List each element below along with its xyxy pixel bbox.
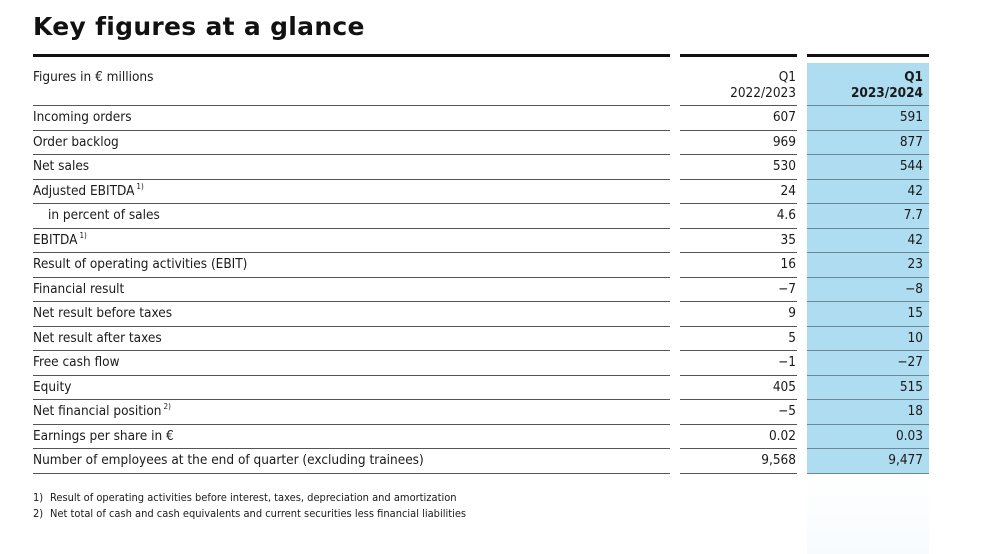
row-label-text: Order backlog (33, 133, 119, 150)
column-header-prev-quarter: Q1 (778, 69, 796, 85)
row-label (33, 305, 172, 321)
value-prev-quarter: 35 (780, 231, 796, 248)
value-curr-quarter: 15 (907, 305, 923, 321)
row-label (33, 452, 424, 468)
table-row (0, 424, 1000, 448)
footnote-text: Net total of cash and cash equivalents and current securities less financial liabilities (50, 507, 467, 520)
row-label-text: Net result before taxes (33, 305, 173, 321)
row-label (33, 354, 120, 370)
footnotes (33, 490, 466, 522)
table-row (0, 179, 1000, 203)
column-header-prev (680, 69, 796, 101)
table-row (0, 375, 1000, 399)
footnote-number: 2) (33, 507, 44, 520)
row-label-text: Equity (33, 378, 72, 395)
row-label (33, 428, 174, 444)
value-prev-quarter: 405 (772, 378, 796, 395)
table-row (0, 350, 1000, 374)
table-row (0, 326, 1000, 350)
value-curr-quarter: −8 (905, 280, 923, 297)
row-label (33, 379, 71, 395)
row-label-text: Financial result (33, 280, 125, 297)
row-divider (680, 473, 797, 474)
value-curr-quarter: 42 (907, 231, 923, 248)
row-label-text: Net result after taxes (33, 329, 162, 346)
value-curr-quarter: 515 (899, 378, 923, 395)
table-row (0, 301, 1000, 325)
row-label (33, 134, 119, 150)
row-label-text: EBITDA (33, 231, 78, 248)
table-row (0, 277, 1000, 301)
row-label (33, 256, 247, 272)
row-label-text: Free cash flow (33, 354, 120, 370)
table-row (0, 252, 1000, 276)
value-prev-quarter: 4.6 (776, 207, 796, 223)
footnote (33, 506, 466, 522)
footnote-ref: 1) (136, 181, 144, 191)
value-curr-quarter: 544 (899, 158, 923, 174)
footnote-ref: 2) (163, 402, 171, 411)
table-row (0, 448, 1000, 472)
top-rule-label (33, 54, 670, 57)
value-prev-quarter: 969 (772, 133, 796, 150)
row-label-text: Net sales (33, 158, 90, 174)
value-prev-quarter: 530 (772, 158, 796, 174)
footnote (33, 490, 466, 506)
table-row (0, 105, 1000, 129)
column-header-curr-quarter: Q1 (904, 69, 923, 85)
top-rule-prev (680, 54, 797, 57)
row-label (48, 207, 160, 223)
top-rule-curr (807, 54, 929, 57)
value-prev-quarter: 9,568 (761, 452, 796, 468)
value-curr-quarter: 42 (907, 182, 923, 199)
row-label (33, 403, 171, 419)
row-label-text: Net financial position (33, 403, 162, 419)
row-divider (807, 473, 929, 474)
highlight-fade (807, 473, 929, 554)
value-curr-quarter: 877 (899, 133, 923, 150)
table-row (0, 203, 1000, 227)
row-label-text: Number of employees at the end of quarter (excluding trainees) (33, 452, 424, 468)
column-header-curr (807, 69, 923, 101)
table-row (0, 154, 1000, 178)
value-curr-quarter: 7.7 (903, 207, 923, 223)
value-prev-quarter: −1 (778, 354, 796, 370)
value-prev-quarter: −5 (778, 403, 796, 419)
table-row (0, 399, 1000, 423)
row-label (33, 330, 162, 346)
footnote-ref: 1) (79, 230, 87, 240)
value-prev-quarter: 607 (772, 109, 796, 125)
row-label-text: Result of operating activities (EBIT) (33, 256, 248, 272)
value-prev-quarter: 5 (788, 329, 796, 346)
row-label-text: Incoming orders (33, 109, 132, 125)
value-curr-quarter: 9,477 (888, 452, 923, 468)
value-prev-quarter: 9 (788, 305, 796, 321)
value-prev-quarter: −7 (778, 280, 796, 297)
table-row (0, 130, 1000, 154)
row-divider (33, 473, 670, 474)
table-row (0, 228, 1000, 252)
value-curr-quarter: 10 (907, 329, 923, 346)
row-label (33, 109, 132, 125)
footnote-text: Result of operating activities before interest, taxes, depreciation and amortization (50, 491, 457, 504)
value-prev-quarter: 16 (780, 256, 796, 272)
value-curr-quarter: 18 (907, 403, 923, 419)
row-label-text: in percent of sales (48, 207, 160, 223)
column-header-curr-year: 2023/2024 (850, 85, 923, 101)
table-unit-label: Figures in € millions (33, 69, 154, 85)
row-label (33, 183, 144, 199)
value-curr-quarter: 0.03 (895, 427, 923, 444)
value-prev-quarter: 24 (780, 182, 796, 199)
value-curr-quarter: 23 (907, 256, 923, 272)
value-prev-quarter: 0.02 (768, 427, 796, 444)
footnote-number: 1) (33, 491, 44, 504)
row-label-text: Adjusted EBITDA (33, 182, 135, 199)
row-label-text: Earnings per share in € (33, 427, 174, 444)
row-label (33, 158, 89, 174)
row-label (33, 281, 124, 297)
value-curr-quarter: −27 (897, 354, 923, 370)
row-label (33, 232, 87, 248)
page-title: Key figures at a glance (33, 12, 365, 41)
value-curr-quarter: 591 (899, 109, 923, 125)
column-header-prev-year: 2022/2023 (730, 85, 796, 101)
